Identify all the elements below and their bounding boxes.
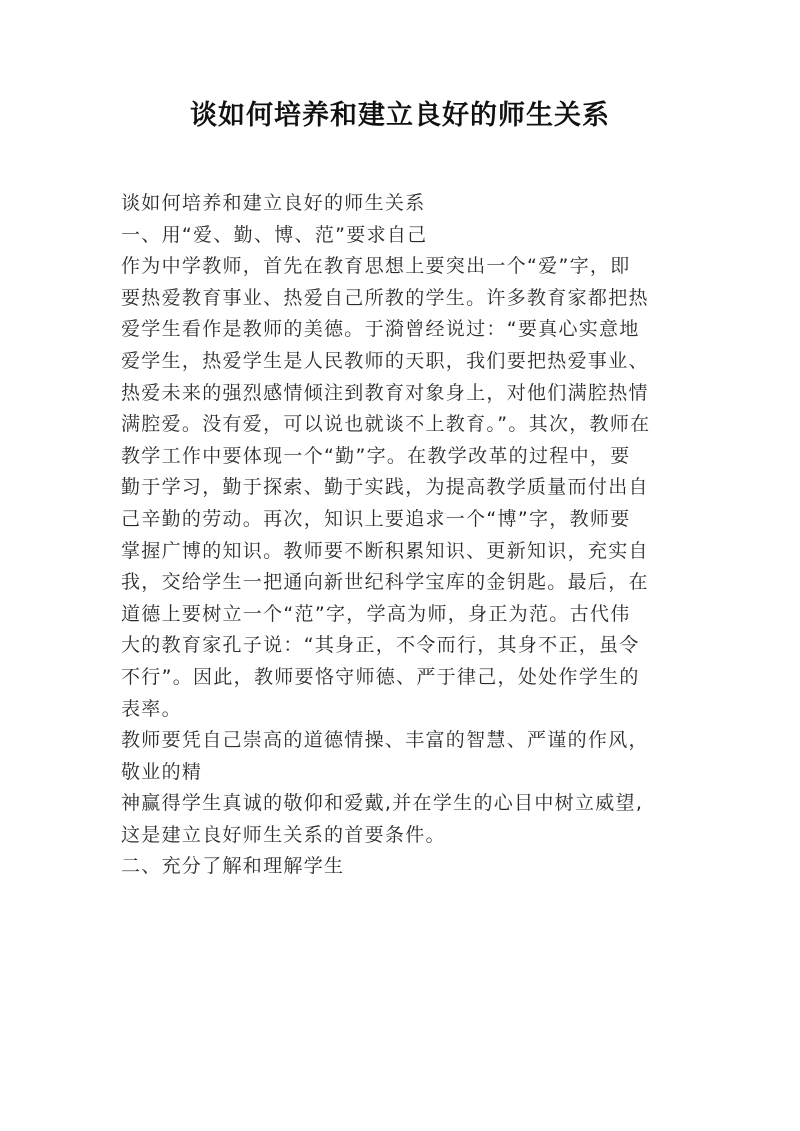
paragraph-line: 道德上要树立一个“范”字，学高为师，身正为范。古代伟 xyxy=(121,602,631,625)
paragraph-line: 表率。 xyxy=(121,697,182,720)
paragraph-line: 我，交给学生一把通向新世纪科学宝库的金钥匙。最后，在 xyxy=(121,571,649,594)
paragraph-line: 教师要凭自己崇高的道德情操、丰富的智慧、严谨的作风， xyxy=(121,729,649,752)
paragraph-line: 不行”。因此，教师要恪守师德、严于律己，处处作学生的 xyxy=(121,665,640,688)
paragraph-line: 爱学生，热爱学生是人民教师的天职，我们要把热爱事业、 xyxy=(121,349,649,372)
section-heading-2: 二、充分了解和理解学生 xyxy=(121,855,345,878)
paragraph-line: 神赢得学生真诚的敬仰和爱戴,并在学生的心目中树立威望, xyxy=(121,792,644,815)
document-title: 谈如何培养和建立良好的师生关系 xyxy=(190,100,610,131)
paragraph-line: 己辛勤的劳动。再次，知识上要追求一个“博”字，教师要 xyxy=(121,507,631,530)
paragraph-line: 这是建立良好师生关系的首要条件。 xyxy=(121,823,446,846)
paragraph-line: 教学工作中要体现一个“勤”字。在教学改革的过程中，要 xyxy=(121,444,631,467)
body-subtitle: 谈如何培养和建立良好的师生关系 xyxy=(121,192,426,214)
paragraph-line: 热爱未来的强烈感情倾注到教育对象身上，对他们满腔热情 xyxy=(121,381,649,404)
paragraph-line: 爱学生看作是教师的美德。于漪曾经说过：“要真心实意地 xyxy=(121,318,640,341)
paragraph-line: 敬业的精 xyxy=(121,760,203,783)
paragraph-line: 满腔爱。没有爱，可以说也就谈不上教育。”。其次，教师在 xyxy=(121,413,651,436)
section-heading-1: 一、用“爱、勤、博、范”要求自己 xyxy=(121,223,428,246)
paragraph-line: 大的教育家孔子说：“其身正，不令而行，其身不正，虽令 xyxy=(121,634,640,657)
paragraph-line: 掌握广博的知识。教师要不断积累知识、更新知识，充实自 xyxy=(121,539,649,562)
paragraph-line: 勤于学习，勤于探索、勤于实践，为提高教学质量而付出自 xyxy=(121,476,649,499)
paragraph-line: 要热爱教育事业、热爱自己所教的学生。许多教育家都把热 xyxy=(121,286,649,309)
paragraph-line: 作为中学教师，首先在教育思想上要突出一个“爱”字，即 xyxy=(121,255,631,278)
document-body xyxy=(121,188,701,883)
